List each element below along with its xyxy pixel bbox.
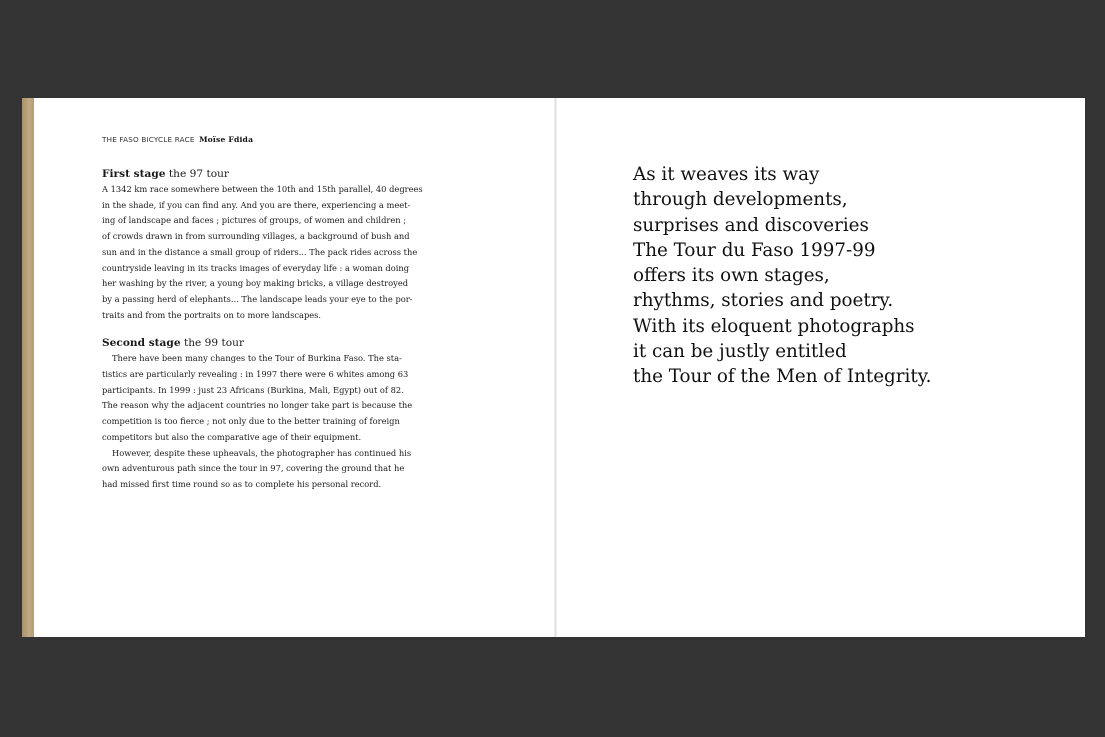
second-stage-heading-rest: the 99 tour [180, 337, 245, 350]
first-stage-heading-bold: First stage [102, 168, 166, 180]
text-line: countryside leaving in its tracks images of everyday life : a woman doing [102, 262, 410, 273]
first-stage-heading [102, 166, 422, 182]
text-line: own adventurous path since the tour in 97, covering the ground that he [102, 463, 405, 474]
poem-line: As it weaves its way [633, 164, 820, 185]
second-stage-heading-bold: Second stage [102, 337, 181, 350]
poem-line: it can be justly entitled [633, 341, 847, 363]
paragraph-gap [102, 323, 422, 335]
right-page [557, 98, 1085, 637]
book-spread [22, 98, 1085, 637]
text-line: in the shade, if you can find any. And you are there, experiencing a meet- [102, 199, 411, 210]
text-line: traits and from the portraits on to more landscapes. [102, 309, 322, 320]
text-line: had missed first time round so as to complete his personal record. [102, 478, 382, 489]
text-line: of crowds drawn in from surrounding villages, a background of bush and [102, 231, 410, 242]
body-text [102, 166, 422, 493]
poem-line: rhythms, stories and poetry. [633, 290, 894, 312]
poem-line: surprises and discoveries [633, 214, 869, 236]
poem-line: the Tour of the Men of Integrity. [633, 366, 932, 388]
text-line: The reason why the adjacent countries no longer take part is because the [102, 400, 413, 411]
text-line: her washing by the river, a young boy making bricks, a village destroyed [102, 278, 409, 289]
text-line: However, despite these upheavals, the photographer has continued his [112, 447, 412, 458]
running-head-series: THE FASO BICYCLE RACE [102, 135, 195, 144]
text-line: tistics are particularly revealing : in 1997 there were 6 whites among 63 [102, 369, 409, 380]
second-stage-heading [102, 335, 422, 351]
poem-line: offers its own stages, [633, 265, 830, 287]
text-line: sun and in the distance a small group of riders... The pack rides across the [102, 246, 418, 257]
text-line: by a passing herd of elephants... The landscape leads your eye to the por- [102, 293, 413, 304]
text-line: participants. In 1999 : just 23 Africans (Burkina, Mali, Egypt) out of 82. [102, 384, 404, 395]
running-head-author: Moïse Fdida [199, 135, 254, 144]
text-line: A 1342 km race somewhere between the 10th and 15th parallel, 40 degrees [102, 184, 423, 194]
poem-line: With its eloquent photographs [633, 315, 915, 337]
poem-line: through developments, [633, 189, 848, 211]
first-stage-heading-rest: the 97 tour [165, 168, 230, 180]
running-head [102, 135, 253, 144]
text-line: There have been many changes to the Tour of Burkina Faso. The sta- [112, 353, 402, 364]
text-line: competitors but also the comparative age of their equipment. [102, 431, 362, 442]
poem-line: The Tour du Faso 1997-99 [633, 239, 876, 261]
book-edge [22, 98, 34, 637]
text-line: competition is too fierce ; not only due to the better training of foreign [102, 416, 400, 427]
text-line: ing of landscape and faces ; pictures of groups, of women and children ; [102, 215, 407, 226]
left-page [34, 98, 554, 637]
poem [633, 162, 931, 390]
